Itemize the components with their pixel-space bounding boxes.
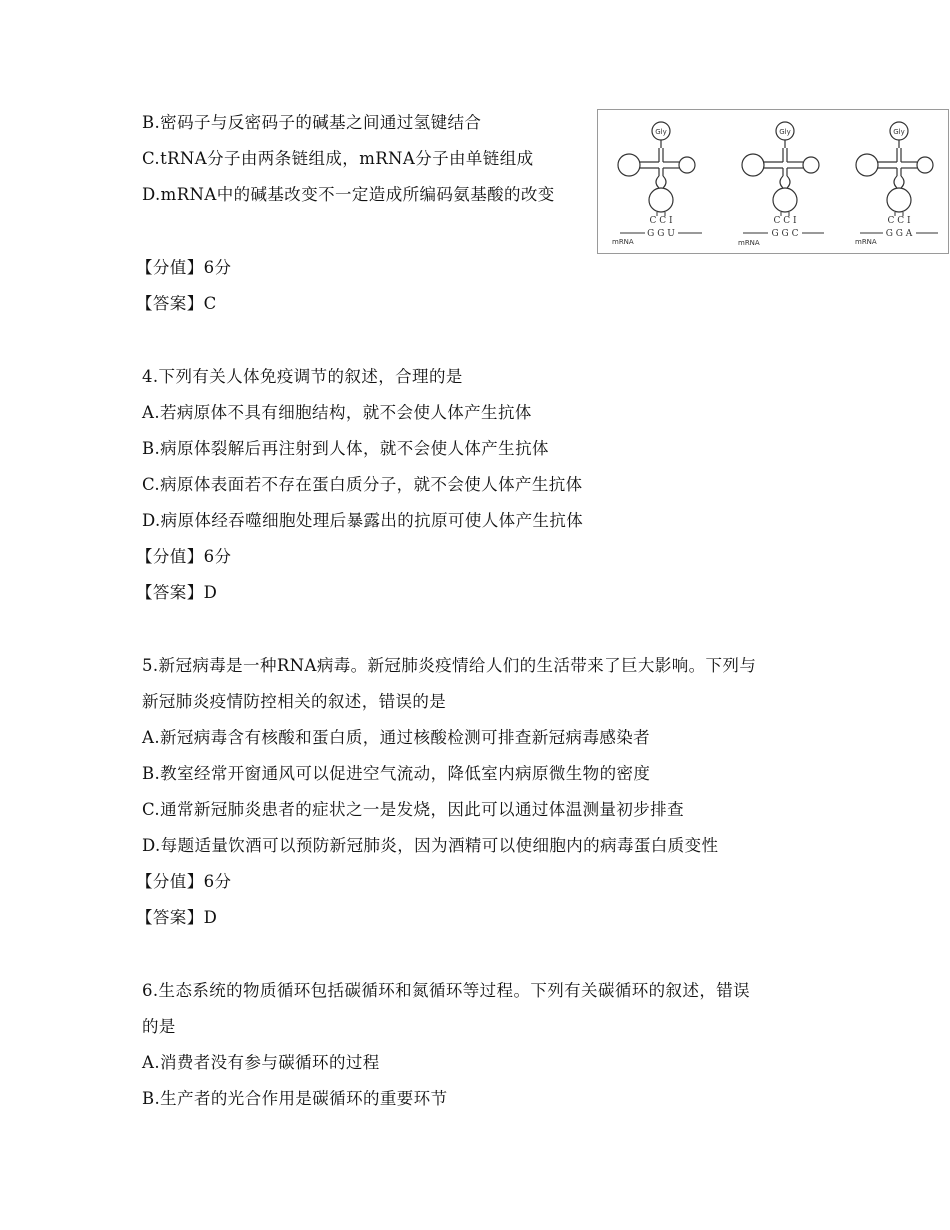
mrna-label-2: mRNA <box>738 239 760 247</box>
q6-option-b: B.生产者的光合作用是碳循环的重要环节 <box>142 1089 448 1108</box>
mrna-label-3: mRNA <box>855 238 877 246</box>
q3-option-b: B.密码子与反密码子的碱基之间通过氢键结合 <box>142 113 482 132</box>
q4-stem: 4.下列有关人体免疫调节的叙述，合理的是 <box>142 367 463 386</box>
q4-option-a: A.若病原体不具有细胞结构，就不会使人体产生抗体 <box>142 403 532 422</box>
q3-answer: 【答案】C <box>136 294 217 313</box>
q4-answer: 【答案】D <box>136 583 218 602</box>
q3-option-c: C.tRNA分子由两条链组成，mRNA分子由单链组成 <box>142 149 534 168</box>
trna-molecule-3 <box>856 122 933 216</box>
q4-option-d: D.病原体经吞噬细胞处理后暴露出的抗原可使人体产生抗体 <box>142 511 584 530</box>
amino-acid-label-1: Gly <box>655 128 667 136</box>
mrna-label-1: mRNA <box>612 238 634 246</box>
q4-option-b: B.病原体裂解后再注射到人体，就不会使人体产生抗体 <box>142 439 549 458</box>
anticodon-label-1: C C I <box>649 216 673 226</box>
q4-score: 【分值】6分 <box>136 547 232 566</box>
anticodon-label-3: C C I <box>887 216 911 226</box>
q5-score: 【分值】6分 <box>136 872 232 891</box>
q6-stem-line2: 的是 <box>142 1017 176 1036</box>
q5-stem-line1: 5.新冠病毒是一种RNA病毒。新冠肺炎疫情给人们的生活带来了巨大影响。下列与 <box>142 656 757 675</box>
trna-diagram <box>598 110 950 255</box>
trna-molecule-2 <box>742 122 819 216</box>
q3-score: 【分值】6分 <box>136 258 232 277</box>
q5-answer: 【答案】D <box>136 908 218 927</box>
q3-option-d: D.mRNA中的碱基改变不一定造成所编码氨基酸的改变 <box>142 185 555 204</box>
amino-acid-label-2: Gly <box>779 128 791 136</box>
trna-figure <box>597 109 949 254</box>
codon-label-1: G G U <box>647 229 675 239</box>
q5-stem-line2: 新冠肺炎疫情防控相关的叙述，错误的是 <box>142 692 447 711</box>
q6-option-a: A.消费者没有参与碳循环的过程 <box>142 1053 380 1072</box>
q5-option-c: C.通常新冠肺炎患者的症状之一是发烧，因此可以通过体温测量初步排查 <box>142 800 684 819</box>
anticodon-label-2: C C I <box>773 216 797 226</box>
q5-option-d: D.每题适量饮酒可以预防新冠肺炎，因为酒精可以使细胞内的病毒蛋白质变性 <box>142 836 719 855</box>
q6-stem-line1: 6.生态系统的物质循环包括碳循环和氮循环等过程。下列有关碳循环的叙述，错误 <box>142 981 751 1000</box>
q5-option-b: B.教室经常开窗通风可以促进空气流动，降低室内病原微生物的密度 <box>142 764 651 783</box>
q5-option-a: A.新冠病毒含有核酸和蛋白质，通过核酸检测可排查新冠病毒感染者 <box>142 728 651 747</box>
trna-molecule-1 <box>618 122 695 216</box>
amino-acid-label-3: Gly <box>893 128 905 136</box>
codon-label-2: G G C <box>771 229 799 239</box>
q4-option-c: C.病原体表面若不存在蛋白质分子，就不会使人体产生抗体 <box>142 475 583 494</box>
codon-label-3: G G A <box>885 229 913 239</box>
